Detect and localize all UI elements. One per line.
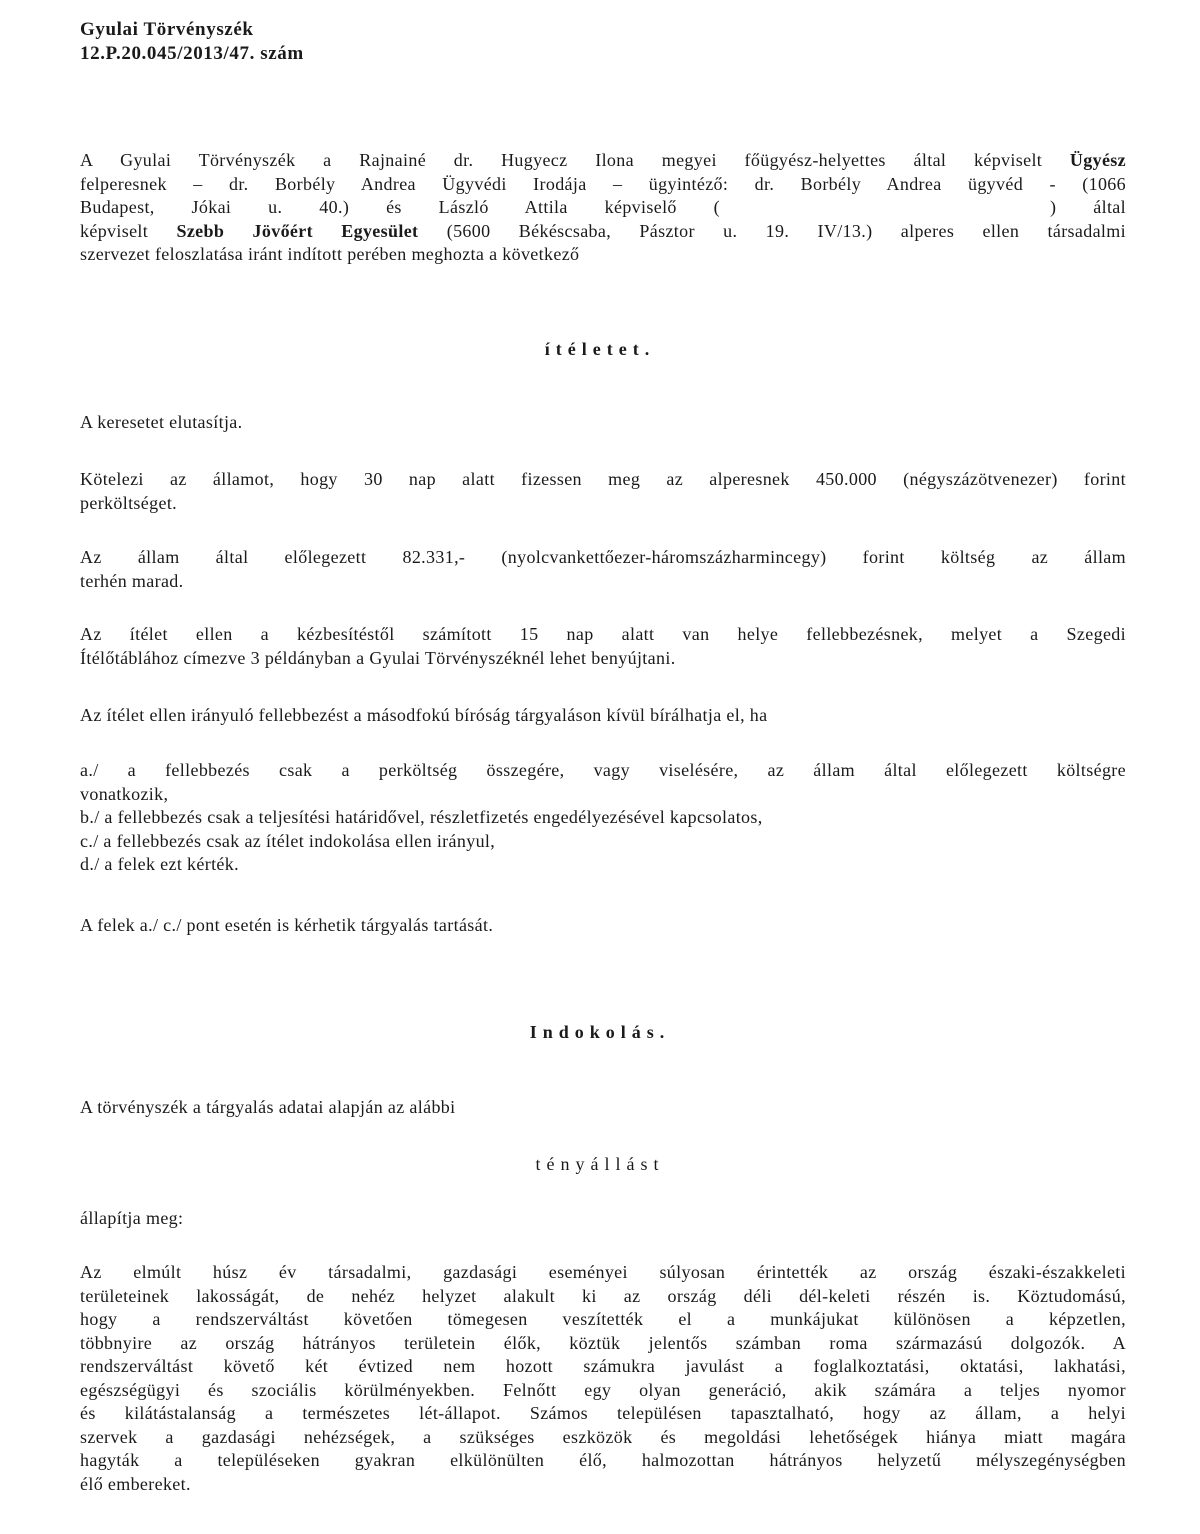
body-line: hogy a rendszerváltást követően tömegesen veszítették el a munkájukat különösen a képzetlen, <box>80 1309 1126 1329</box>
case-number: 12.P.20.045/2013/47. szám <box>80 43 304 64</box>
body-line: és kilátástalanság a természetes lét-állapot. Számos településen tapasztalható, hogy az állam, a helyi <box>80 1403 1126 1423</box>
body-line: egészségügyi és szociális körülményekben. Felnőtt egy olyan generáció, akik számára a teljes nyomor <box>80 1379 1126 1400</box>
state-costs-line: Az állam által előlegezett 82.331,- (nyolcvankettőezer-háromszázharmincegy) forint költség az állam <box>80 547 1126 567</box>
verdict-title: ítéletet. <box>544 339 656 359</box>
intro-text: A Gyulai Törvényszék a Rajnainé dr. Hugyecz Ilona megyei főügyész-helyettes által képviselt <box>80 150 1043 170</box>
body-line: élő embereket. <box>80 1473 191 1494</box>
appeal-line: Az ítélet ellen a kézbesítéstől számított 15 nap alatt van helye fellebbezésnek, melyet a Szegedi <box>80 624 1126 644</box>
state-costs-paragraph <box>80 546 1126 593</box>
body-line: hagyták a településeken gyakran elkülönülten élő, halmozottan hátrányos helyzetű mélyszegénységben <box>80 1450 1126 1470</box>
appeal-paragraph <box>80 623 1126 670</box>
intro-paragraph <box>80 149 1126 267</box>
defendant-name: Szebb Jövőért Egyesület <box>176 220 419 241</box>
costs-paragraph <box>80 468 1126 515</box>
intro-text: (5600 Békéscsaba, Pásztor u. 19. IV/13.) alperes ellen társadalmi <box>446 220 1126 241</box>
court-name: Gyulai Törvényszék <box>80 19 254 40</box>
parties-paragraph: A felek a./ c./ pont esetén is kérhetik tárgyalás tartását. <box>80 915 494 935</box>
intro-line <box>80 220 1126 244</box>
appeal-line: Ítélőtáblához címezve 3 példányban a Gyulai Törvényszéknél lehet benyújtani. <box>80 647 676 668</box>
list-item: a./ a fellebbezés csak a perköltség összegére, vagy viselésére, az állam által előlegezett költségre <box>80 760 1126 780</box>
list-item: d./ a felek ezt kérték. <box>80 854 239 874</box>
plaintiff-name: Ügyész <box>1069 150 1126 170</box>
intro-line: szervezet feloszlatása iránt indított perében meghozta a következő <box>80 244 580 264</box>
body-line: szervek a gazdasági nehézségek, a szükséges eszközök és megoldási lehetőségek hiánya miatt magára <box>80 1426 1126 1447</box>
list-item: b./ a fellebbezés csak a teljesítési határidővel, részletfizetés engedélyezésével kapcsolatos, <box>80 807 763 827</box>
conditions-list <box>80 759 1126 877</box>
body-paragraph <box>80 1261 1126 1496</box>
list-item: vonatkozik, <box>80 783 169 804</box>
facts-title: tényállást <box>535 1154 665 1174</box>
intro-text: ) által <box>1050 197 1126 217</box>
court-statement: A törvényszék a tárgyalás adatai alapján az alábbi <box>80 1097 456 1117</box>
intro-text: képviselt <box>80 220 149 241</box>
establish-line: állapítja meg: <box>80 1208 184 1228</box>
list-item: c./ a fellebbezés csak az ítélet indokolása ellen irányul, <box>80 830 496 851</box>
review-paragraph: Az ítélet ellen irányuló fellebbezést a másodfokú bíróság tárgyaláson kívül bírálhatja el, ha <box>80 705 768 725</box>
costs-line: perköltséget. <box>80 492 178 513</box>
intro-line <box>80 149 1126 173</box>
body-line: többnyire az ország hátrányos területein élők, köztük jelentős számban roma származású dolgozók. A <box>80 1332 1126 1353</box>
body-line: Az elmúlt húsz év társadalmi, gazdasági eseményei súlyosan érintették az ország északi-északkeleti <box>80 1262 1126 1282</box>
state-costs-line: terhén marad. <box>80 570 184 591</box>
intro-line: felperesnek – dr. Borbély Andrea Ügyvédi Irodája – ügyintéző: dr. Borbély Andrea ügyvéd - (1066 <box>80 173 1126 194</box>
body-line: területeinek lakosságát, de nehéz helyzet alakult ki az ország déli dél-keleti részén is. Köztudomású, <box>80 1285 1126 1306</box>
document-header <box>80 18 304 66</box>
intro-text: Budapest, Jókai u. 40.) és László Attila képviselő ( <box>80 197 721 217</box>
dismissal-paragraph: A keresetet elutasítja. <box>80 412 243 432</box>
costs-line: Kötelezi az államot, hogy 30 nap alatt fizessen meg az alperesnek 450.000 (négyszázötvenezer) forint <box>80 469 1126 489</box>
intro-line <box>80 196 1126 220</box>
reasoning-title: Indokolás. <box>529 1022 671 1042</box>
body-line: rendszerváltást követő két évtized nem hozott számukra javulást a foglalkoztatási, oktatási, lakhatási, <box>80 1356 1126 1376</box>
